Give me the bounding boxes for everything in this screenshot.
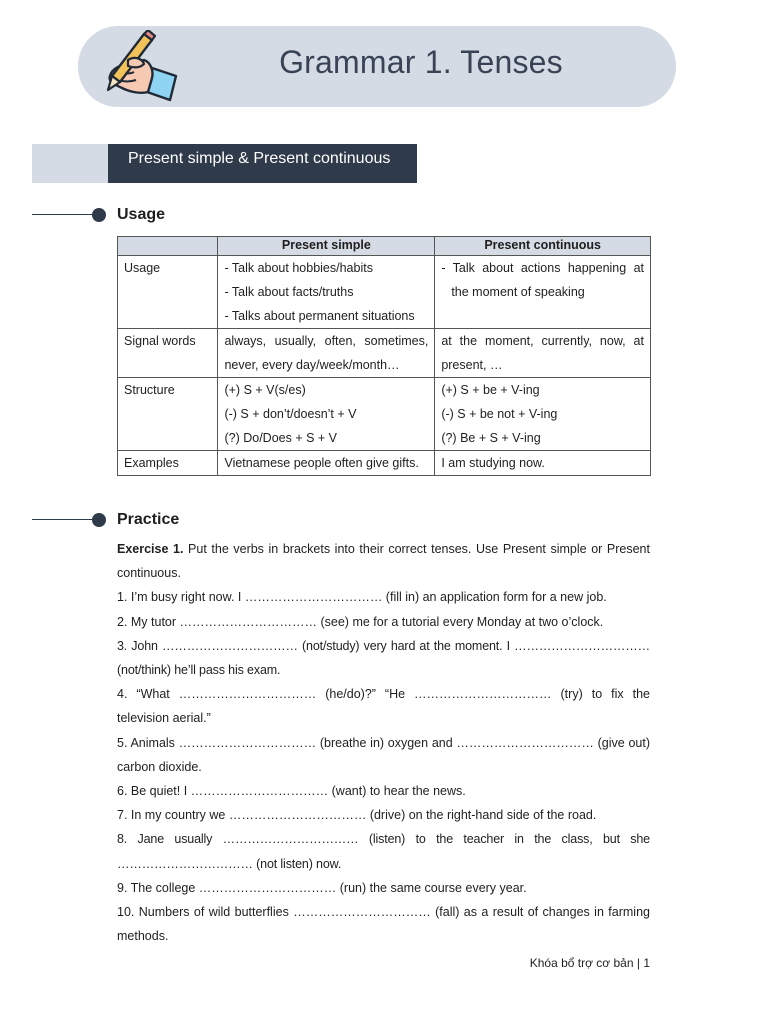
cell-line: - Talk about facts/truths: [224, 285, 354, 299]
exercise-label: Exercise 1.: [117, 542, 184, 556]
present-simple-cell: [218, 451, 435, 476]
table-row: [118, 378, 651, 451]
exercise-1: [117, 537, 650, 948]
usage-table: [117, 236, 651, 476]
exercise-item: 1. I’m busy right now. I …………………………… (fill in) an application form for a new job.: [117, 590, 607, 605]
present-simple-cell: [218, 329, 435, 378]
cell-line: (+) S + V(s/es): [224, 383, 306, 397]
cell-line: present, …: [441, 358, 503, 372]
table-row: [118, 256, 651, 329]
section-title-bar: Present simple & Present continuous: [108, 144, 417, 183]
cell-line: (?) Do/Does + S + V: [224, 431, 338, 445]
exercise-item: 6. Be quiet! I …………………………… (want) to hear the news.: [117, 784, 466, 799]
cell-line: Vietnamese people often give gifts.: [224, 456, 419, 470]
exercise-item: 9. The college …………………………… (run) the same course every year.: [117, 880, 527, 895]
exercise-item: 4. “What …………………………… (he/do)?” “He …………………………… (try) to fix the television aerial.”: [117, 687, 650, 726]
cell-line: at the moment, currently, now, at: [441, 334, 644, 348]
table-header-cell: Present continuous: [435, 237, 651, 256]
usage-heading-bullet: [92, 208, 106, 222]
present-simple-cell: [218, 378, 435, 451]
page-title: Grammar 1. Tenses: [279, 44, 563, 80]
exercise-item: 10. Numbers of wild butterflies …………………………… (fall) as a result of changes in farming methods.: [117, 905, 650, 944]
row-label: Usage: [118, 256, 218, 329]
usage-heading-line: [32, 214, 96, 215]
cell-line: (+) S + be + V-ing: [441, 383, 540, 397]
row-label: Signal words: [118, 329, 218, 378]
table-header-cell: [118, 237, 218, 256]
section-bar-accent: [32, 144, 112, 183]
cell-line: - Talks about permanent situations: [224, 309, 415, 323]
exercise-instruction: [117, 537, 650, 585]
present-continuous-cell: [435, 256, 651, 329]
practice-heading-line: [32, 519, 96, 520]
practice-heading: Practice: [117, 511, 180, 528]
cell-line: - Talk about hobbies/habits: [224, 261, 373, 275]
present-continuous-cell: [435, 329, 651, 378]
cell-line: (-) S + be not + V-ing: [441, 407, 558, 421]
table-header-row: [118, 237, 651, 256]
page-footer: Khóa bổ trợ cơ bản | 1: [529, 956, 650, 970]
exercise-item: 5. Animals …………………………… (breathe in) oxygen and …………………………… (give out) carbon dioxide.: [117, 735, 650, 774]
exercise-item: 3. John …………………………… (not/study) very hard at the moment. I …………………………… (not/think) he’ll pass his exam.: [117, 638, 650, 678]
table-row: [118, 451, 651, 476]
usage-heading: Usage: [117, 206, 166, 223]
exercise-item: 7. In my country we …………………………… (drive) on the right-hand side of the road.: [117, 808, 597, 823]
practice-heading-bullet: [92, 513, 106, 527]
table-row: [118, 329, 651, 378]
cell-line: always, usually, often, sometimes,: [224, 334, 429, 348]
row-label: Structure: [118, 378, 218, 451]
present-simple-cell: [218, 256, 435, 329]
cell-line: I am studying now.: [441, 456, 545, 470]
exercise-instruction-text: Put the verbs in brackets into their correct tenses. Use Present simple or Present continuous.: [117, 542, 650, 581]
table-header-cell: Present simple: [218, 237, 435, 256]
exercise-item: 8. Jane usually …………………………… (listen) to the teacher in the class, but she …………………………… (not listen) now.: [117, 832, 650, 871]
row-label: Examples: [118, 451, 218, 476]
present-continuous-cell: [435, 451, 651, 476]
cell-line: the moment of speaking: [451, 285, 585, 299]
cell-line: (?) Be + S + V-ing: [441, 431, 541, 445]
cell-line: never, every day/week/month…: [224, 358, 400, 372]
exercise-item: 2. My tutor …………………………… (see) me for a tutorial every Monday at two o’clock.: [117, 614, 604, 629]
cell-line: - Talk about actions happening at: [441, 261, 644, 275]
cell-line: (-) S + don’t/doesn’t + V: [224, 407, 357, 421]
hand-writing-pencil-icon: [100, 30, 182, 104]
present-continuous-cell: [435, 378, 651, 451]
